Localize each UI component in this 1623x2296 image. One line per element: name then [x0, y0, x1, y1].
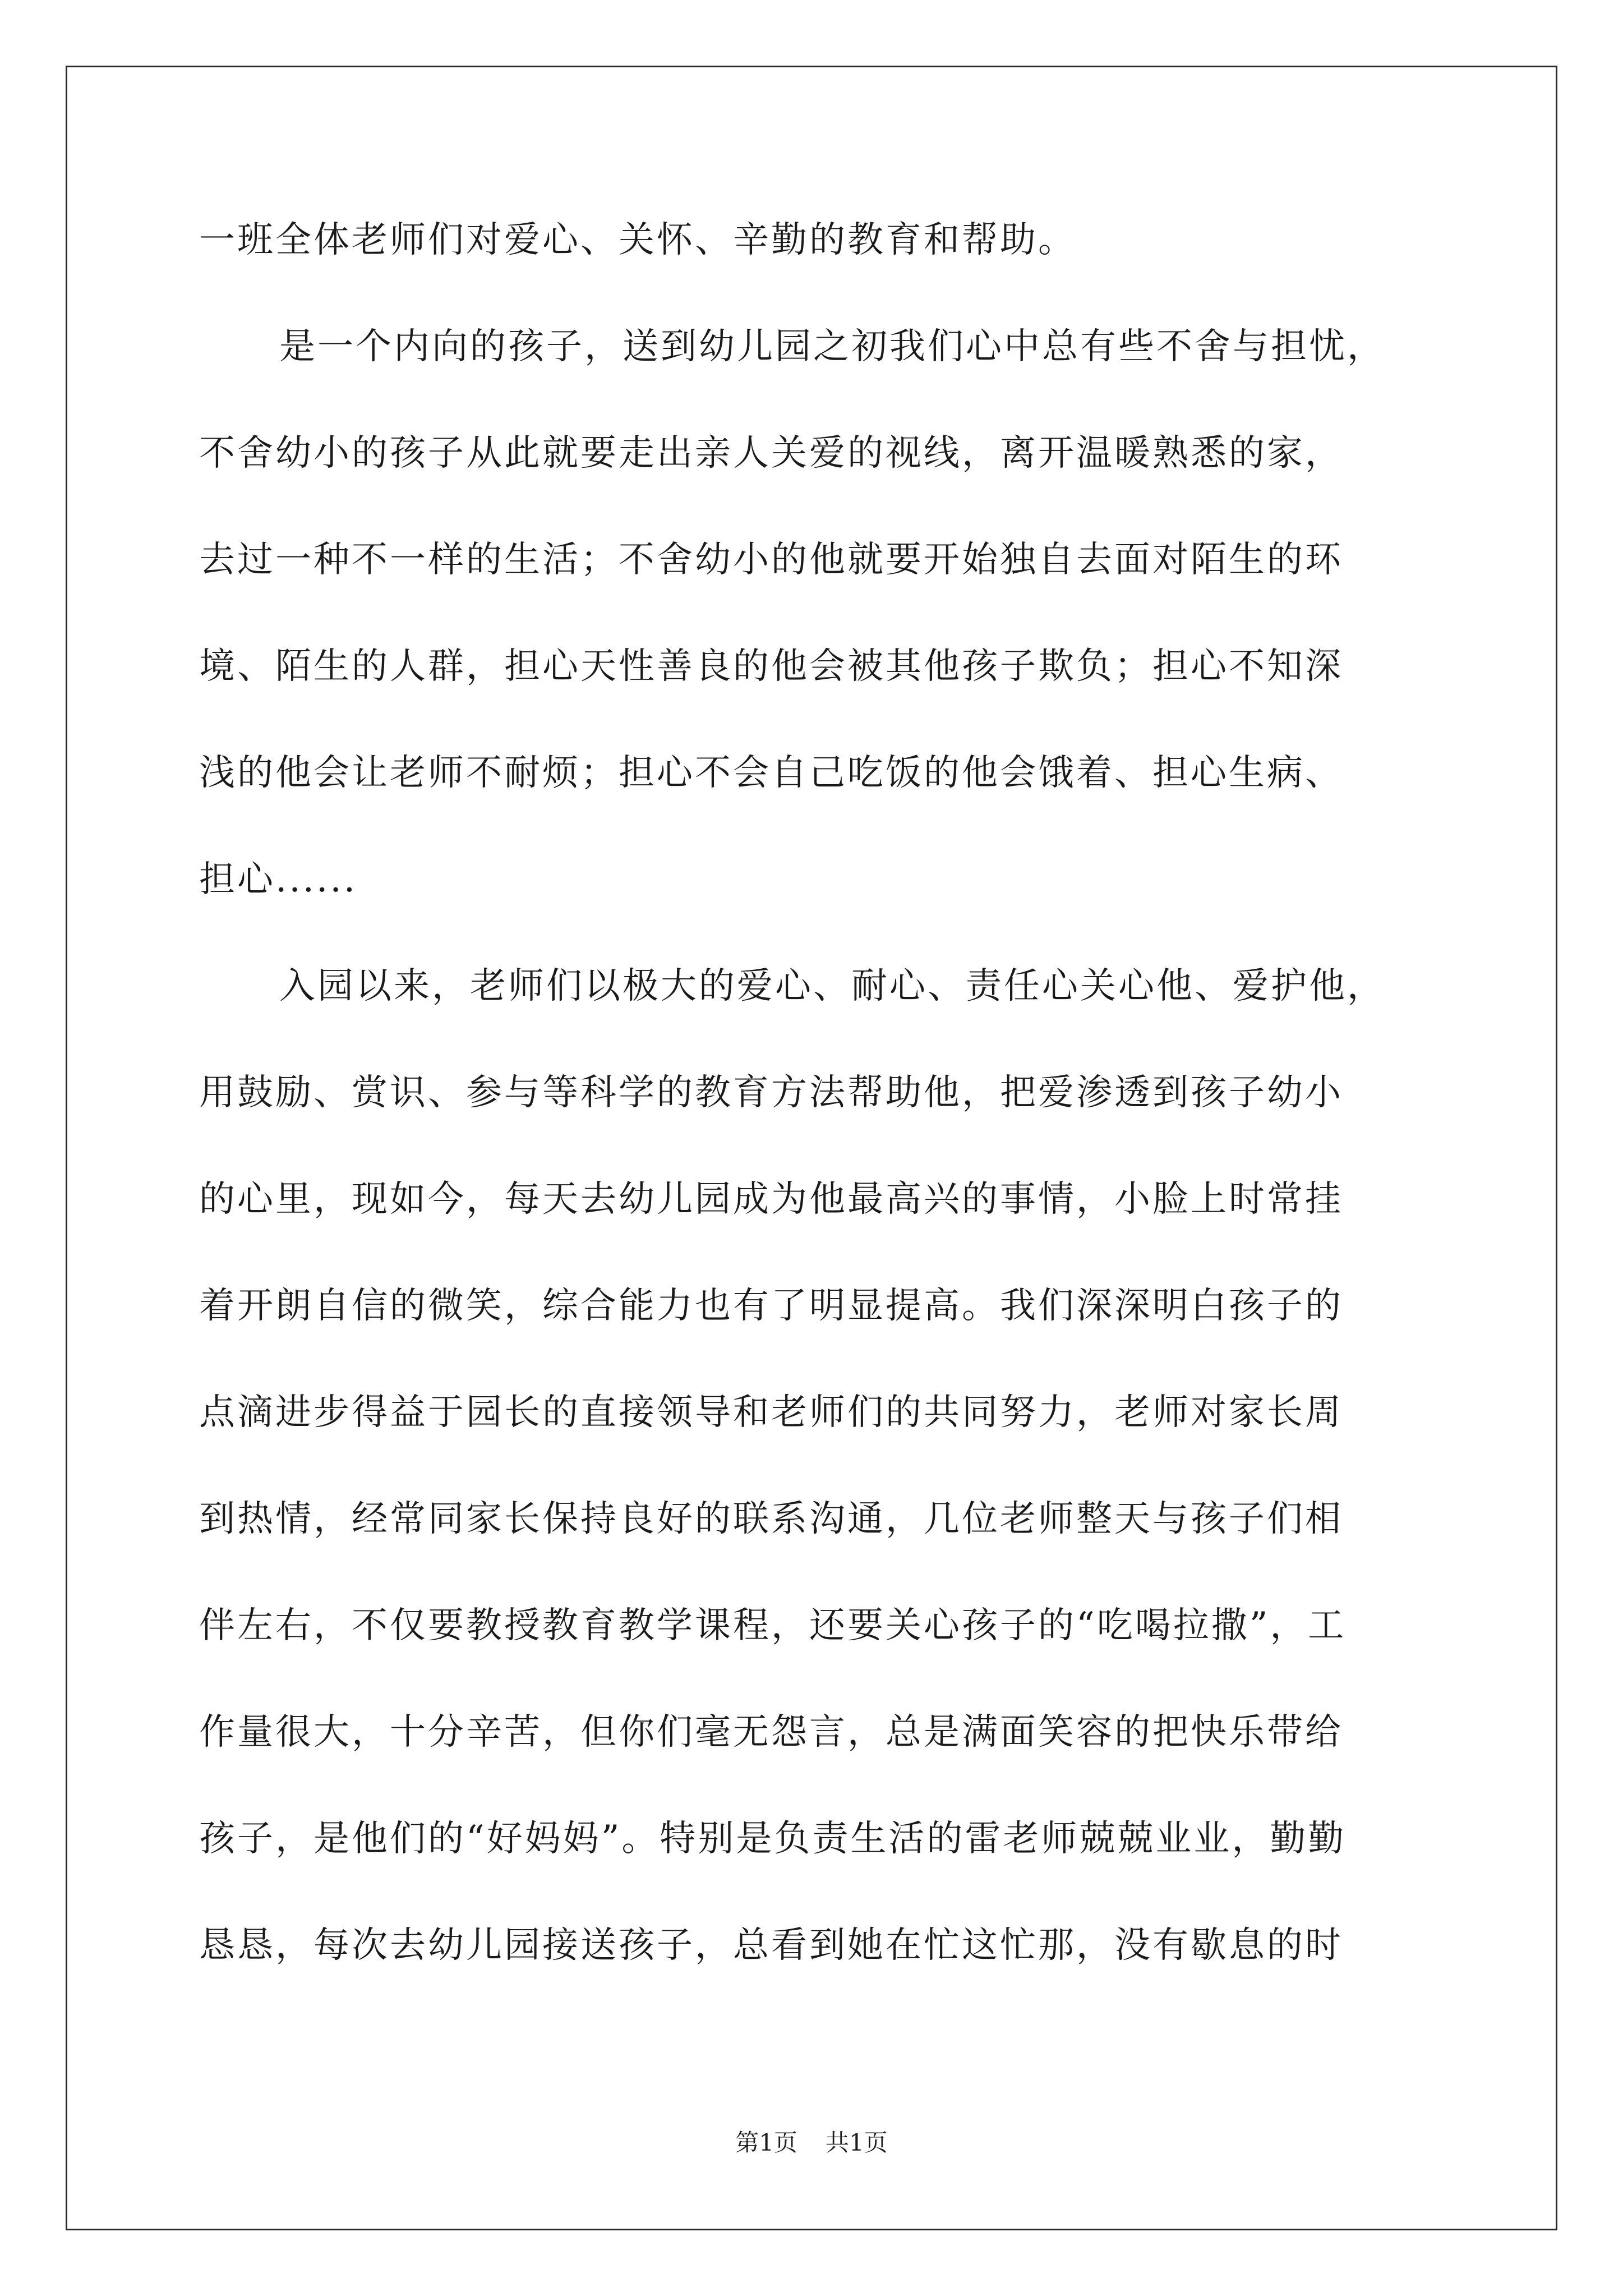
text-line: 点滴进步得益于园长的直接领导和老师们的共同努力，老师对家长周 — [199, 1392, 1343, 1433]
page-number-total: 共1页 — [826, 2129, 888, 2156]
text-line: 着开朗自信的微笑，综合能力也有了明显提高。我们深深明白孩子的 — [199, 1285, 1343, 1327]
page-footer — [0, 2129, 1623, 2157]
text-line: 伴左右，不仅要教授教育教学课程，还要关心孩子的“吃喝拉撒”，工 — [199, 1605, 1347, 1646]
text-line: 作量很大，十分辛苦，但你们毫无怨言，总是满面笑容的把快乐带给 — [199, 1711, 1343, 1753]
text-line: 去过一种不一样的生活；不舍幼小的他就要开始独自去面对陌生的环 — [199, 539, 1343, 581]
text-line: 用鼓励、赏识、参与等科学的教育方法帮助他，把爱渗透到孩子幼小 — [199, 1072, 1343, 1114]
text-line: 一班全体老师们对爱心、关怀、辛勤的教育和帮助。 — [199, 219, 1076, 261]
text-line: 恳恳，每次去幼儿园接送孩子，总看到她在忙这忙那，没有歇息的时 — [199, 1925, 1343, 1966]
text-line: 是一个内向的孩子，送到幼儿园之初我们心中总有些不舍与担忧， — [279, 326, 1385, 367]
text-line: 的心里，现如今，每天去幼儿园成为他最高兴的事情，小脸上时常挂 — [199, 1179, 1343, 1220]
text-line: 境、陌生的人群，担心天性善良的他会被其他孩子欺负；担心不知深 — [199, 646, 1343, 687]
document-body — [199, 212, 1433, 2024]
text-line: 浅的他会让老师不耐烦；担心不会自己吃饭的他会饿着、担心生病、 — [199, 752, 1343, 794]
text-line: 入园以来，老师们以极大的爱心、耐心、责任心关心他、爱护他， — [279, 965, 1385, 1007]
text-line: 担心...... — [199, 859, 358, 900]
page-number-current: 第1页 — [735, 2129, 797, 2156]
text-line: 到热情，经常同家长保持良好的联系沟通，几位老师整天与孩子们相 — [199, 1498, 1343, 1540]
text-line: 孩子，是他们的“好妈妈”。特别是负责生活的雷老师兢兢业业，勤勤 — [199, 1818, 1347, 1860]
text-line: 不舍幼小的孩子从此就要走出亲人关爱的视线，离开温暖熟悉的家， — [199, 432, 1343, 474]
